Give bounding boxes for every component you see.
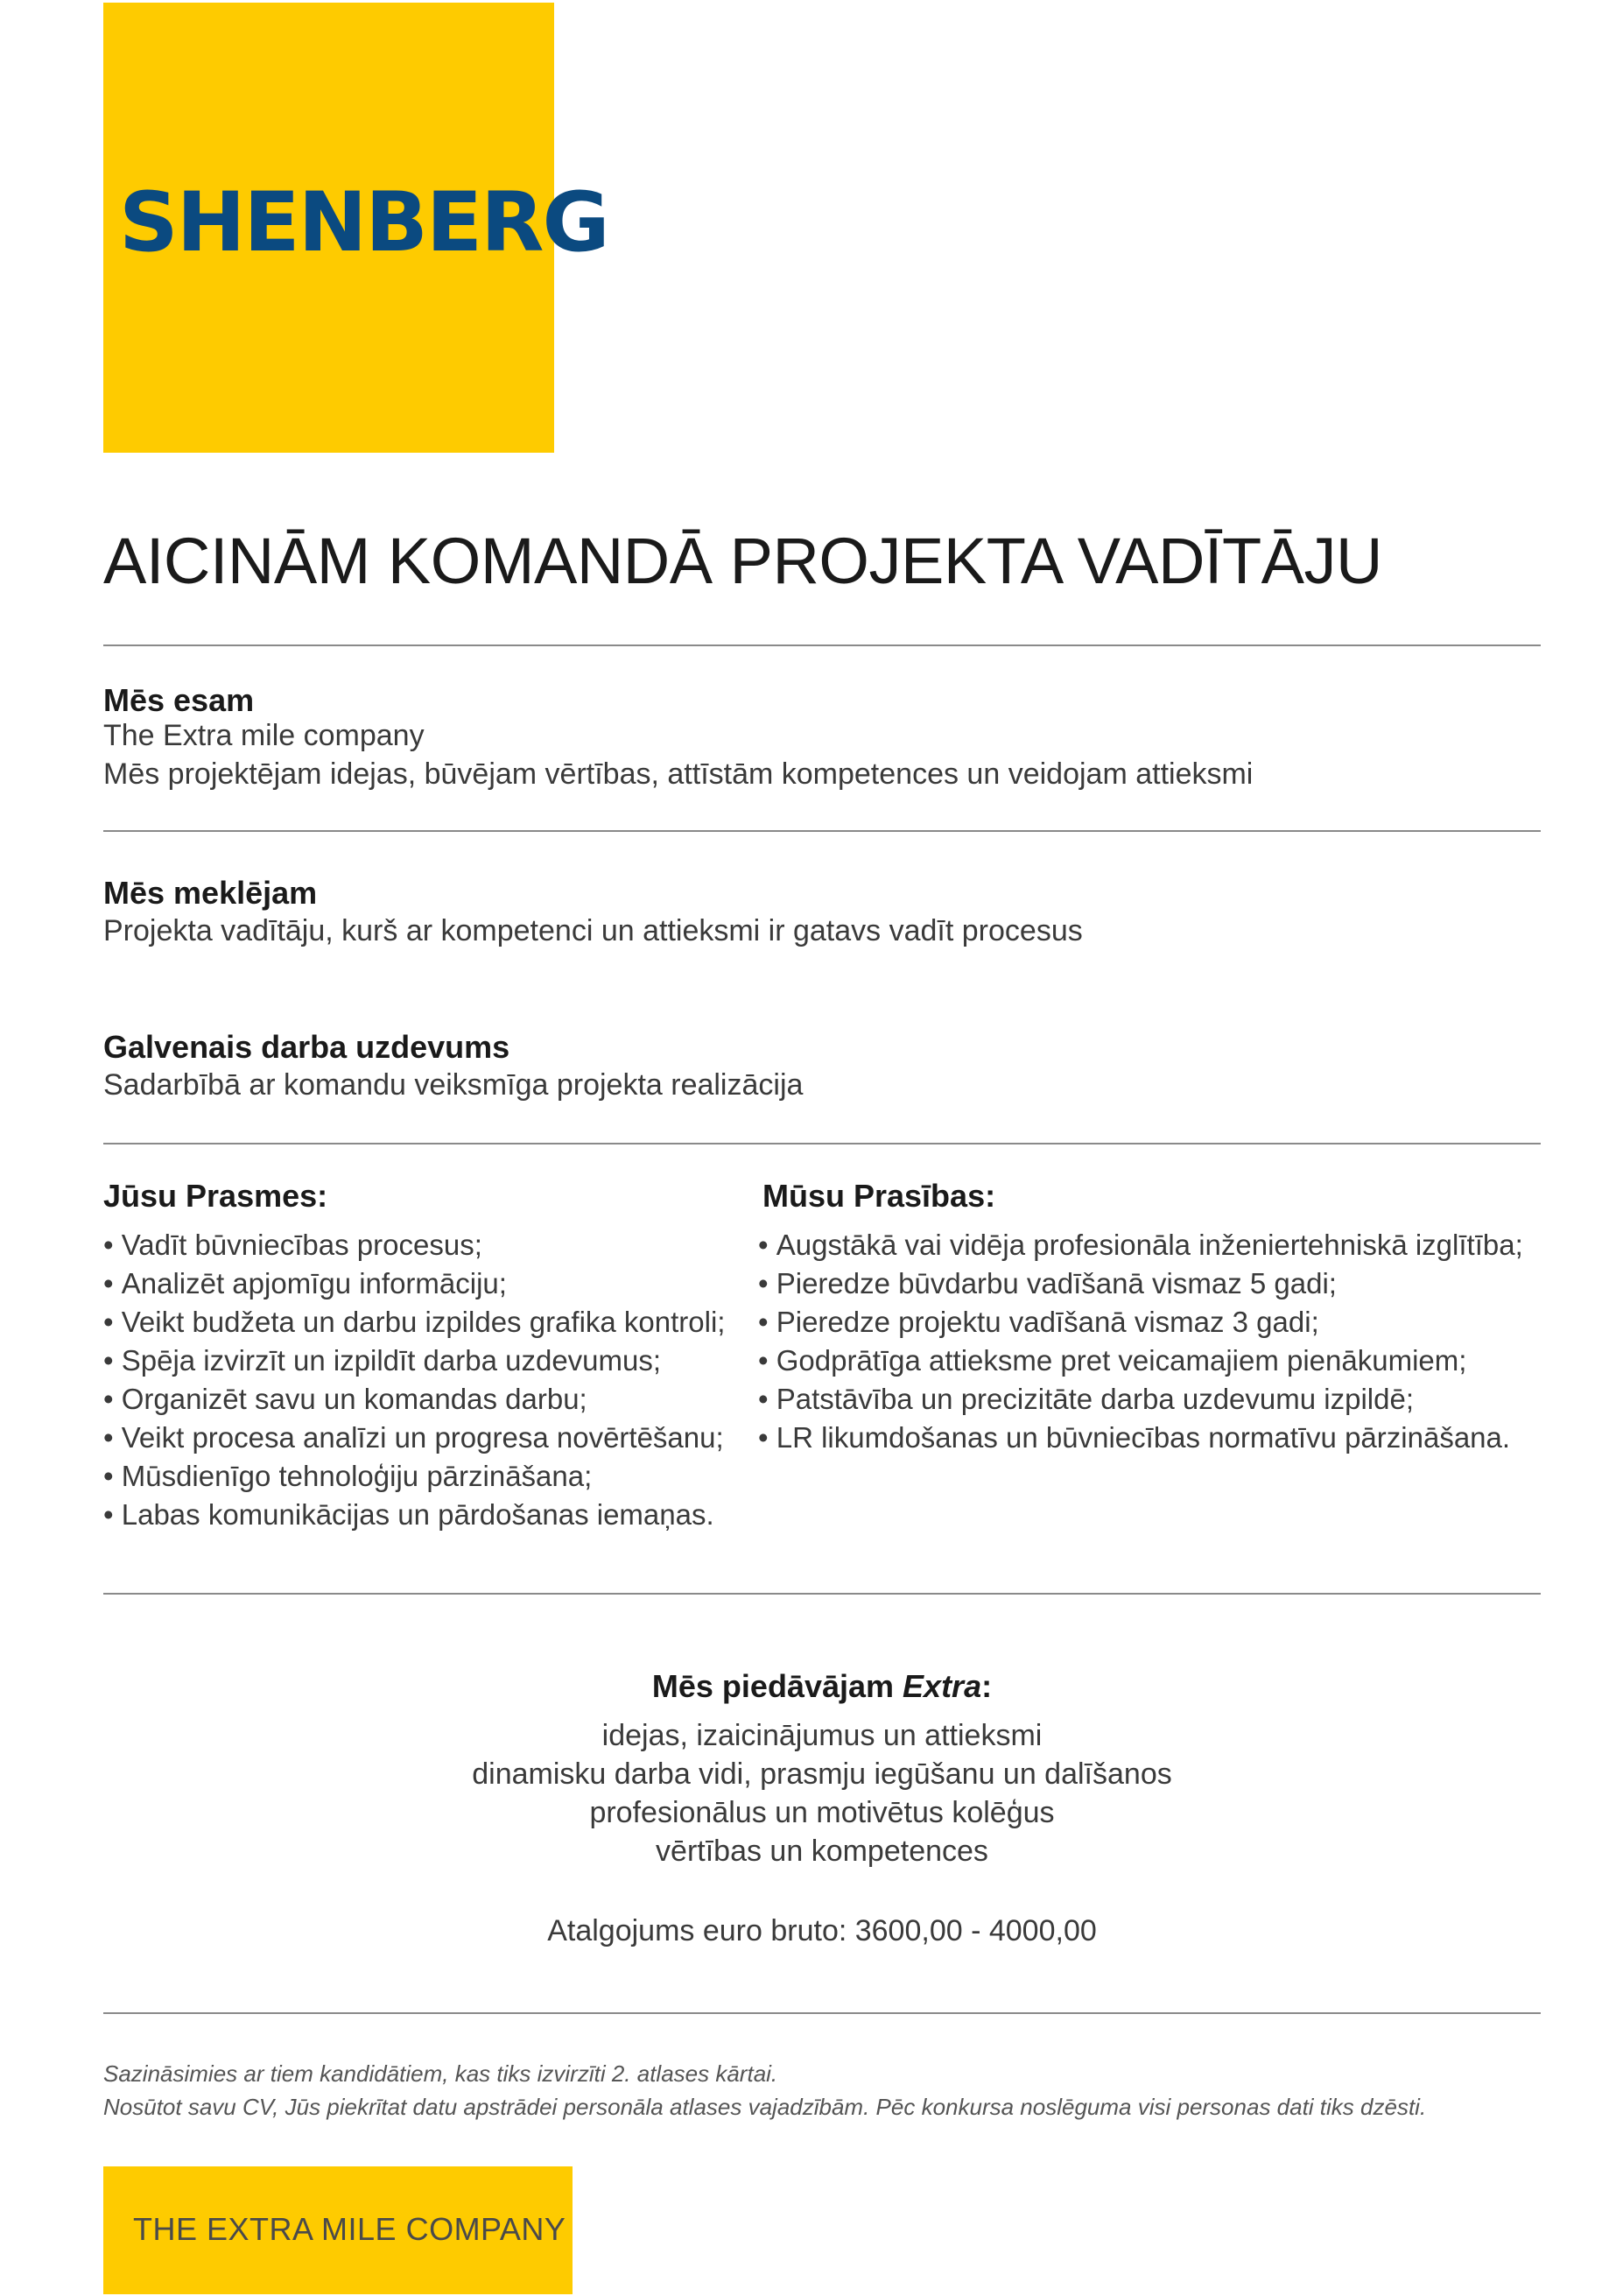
offer-line: profesionālus un motivētus kolēģus [589, 1796, 1055, 1829]
list-item: • Labas komunikācijas un pārdošanas iemaņas. [103, 1496, 742, 1534]
about-title: Mēs esam [103, 682, 255, 718]
requirements-title: Mūsu Prasības: [762, 1178, 996, 1214]
list-item: • Mūsdienīgo tehnoloģiju pārzināšana; [103, 1457, 742, 1496]
skills-title: Jūsu Prasmes: [103, 1178, 328, 1214]
requirements-list [758, 1226, 1546, 1457]
list-item: • Analizēt apjomīgu informāciju; [103, 1264, 742, 1303]
list-item: • Pieredze projektu vadīšanā vismaz 3 gadi; [758, 1303, 1546, 1342]
seeking-title: Mēs meklējam [103, 875, 318, 911]
page-title: AICINĀM KOMANDĀ PROJEKTA VADĪTĀJU [103, 525, 1382, 597]
offer-title-suffix: : [981, 1668, 993, 1704]
offer-line: dinamisku darba vidi, prasmju iegūšanu un dalīšanos [472, 1757, 1172, 1791]
list-item: • Spēja izvirzīt un izpildīt darba uzdevumus; [103, 1342, 742, 1380]
list-item: • Veikt budžeta un darbu izpildes grafika kontroli; [103, 1303, 742, 1342]
list-item: • Veikt procesa analīzi un progresa novērtēšanu; [103, 1419, 742, 1457]
offer-list [103, 1716, 1541, 1870]
tagline-block [103, 2166, 573, 2294]
list-item: • Patstāvība un precizitāte darba uzdevumu izpildē; [758, 1380, 1546, 1419]
main-task-text: Sadarbībā ar komandu veiksmīga projekta realizācija [103, 1068, 804, 1102]
offer-title [103, 1668, 1541, 1704]
divider [103, 1593, 1541, 1595]
offer-line: idejas, izaicinājumus un attieksmi [601, 1719, 1043, 1752]
footnote: Nosūtot savu CV, Jūs piekrītat datu apstrādei personāla atlases vajadzībām. Pēc konkursa noslēguma visi personas dati tiks dzēsti. [103, 2094, 1427, 2120]
logo-block [103, 3, 608, 453]
list-item: • Augstākā vai vidēja profesionāla inženiertehniskā izglītība; [758, 1226, 1546, 1264]
about-line: Mēs projektējam idejas, būvējam vērtības, attīstām kompetences un veidojam attieksmi [103, 757, 1254, 791]
divider [103, 2012, 1541, 2014]
footnote: Sazināsimies ar tiem kandidātiem, kas tiks izvirzīti 2. atlases kārtai. [103, 2060, 778, 2087]
divider [103, 830, 1541, 832]
list-item: • LR likumdošanas un būvniecības normatīvu pārzināšana. [758, 1419, 1546, 1457]
skills-list [103, 1226, 742, 1534]
list-item: • Vadīt būvniecības procesus; [103, 1226, 742, 1264]
seeking-text: Projekta vadītāju, kurš ar kompetenci un attieksmi ir gatavs vadīt procesus [103, 914, 1083, 947]
about-line: The Extra mile company [103, 719, 425, 752]
main-task-title: Galvenais darba uzdevums [103, 1029, 510, 1065]
offer-line: vērtības un kompetences [656, 1835, 988, 1868]
divider [103, 1143, 1541, 1144]
list-item: • Pieredze būvdarbu vadīšanā vismaz 5 gadi; [758, 1264, 1546, 1303]
salary-text: Atalgojums euro bruto: 3600,00 - 4000,00 [547, 1914, 1097, 1947]
company-logo: SHENBERG [119, 175, 608, 271]
tagline: THE EXTRA MILE COMPANY [133, 2211, 566, 2247]
offer-title-emphasis: Extra [903, 1668, 982, 1704]
offer-title-prefix: Mēs piedāvājam [651, 1668, 903, 1704]
list-item: • Organizēt savu un komandas darbu; [103, 1380, 742, 1419]
list-item: • Godprātīga attieksme pret veicamajiem pienākumiem; [758, 1342, 1546, 1380]
divider [103, 644, 1541, 646]
